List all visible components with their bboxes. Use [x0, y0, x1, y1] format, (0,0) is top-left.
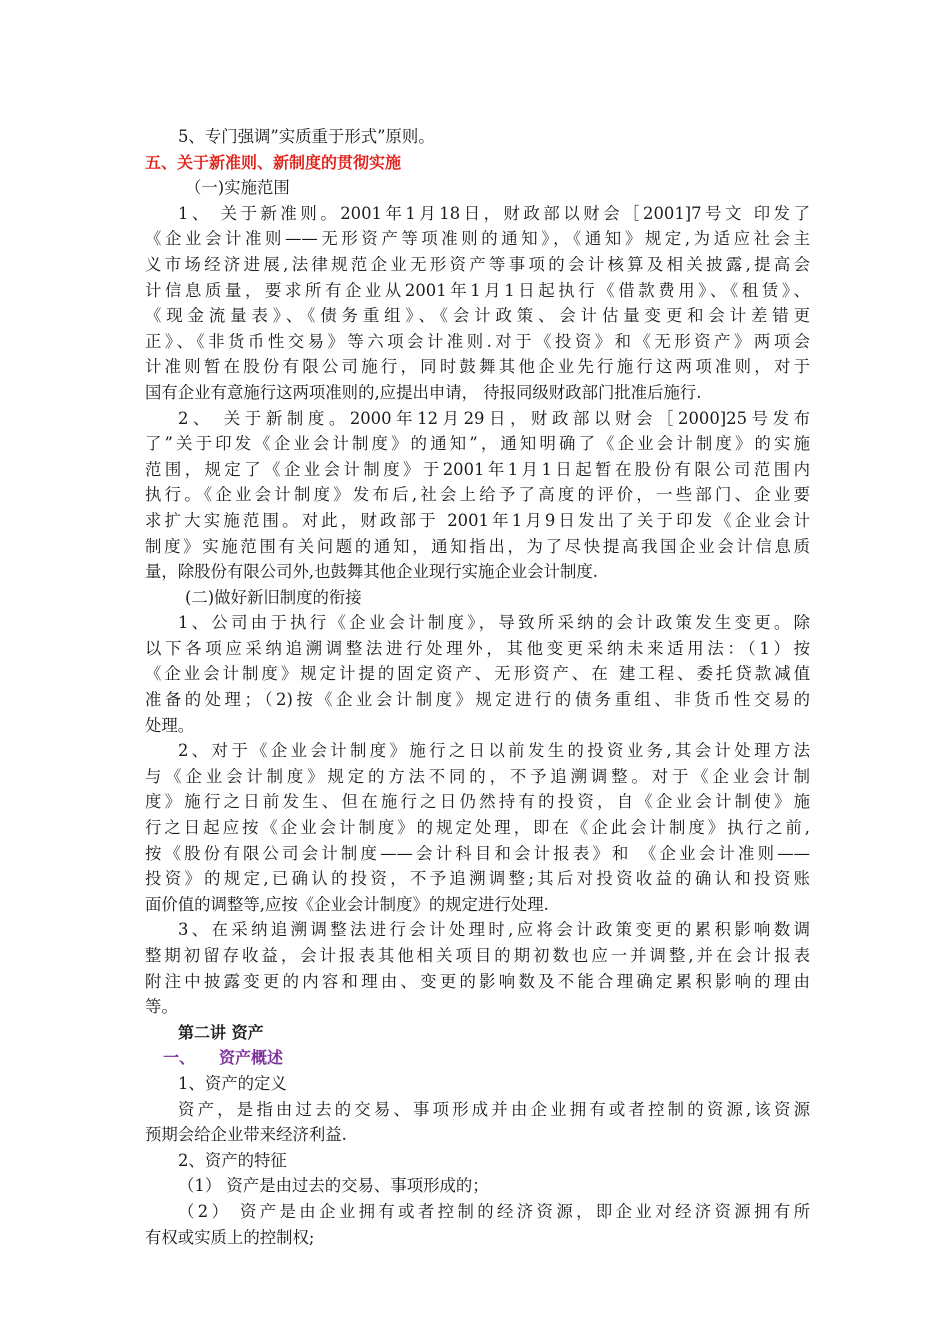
paragraph-line: 准备的处理；（2)按《企业会计制度》规定进行的债务重组、非货币性交易的 — [145, 690, 810, 710]
paragraph-line: 执行。《企业会计制度》发布后,社会上给予了高度的评价，一些部门、企业要 — [145, 485, 810, 505]
section-heading-asset-overview — [145, 1045, 810, 1071]
paragraph-line: 处理。 — [145, 715, 195, 735]
paragraph-line: 与《企业会计制度》规定的方法不同的，不予追溯调整。对于《企业会计制 — [145, 766, 810, 786]
paragraph-line: 附注中披露变更的内容和理由、变更的影响数及不能合理确定累积影响的理由 — [145, 971, 810, 991]
paragraph-line: 以下各项应采纳追溯调整法进行处理外，其他变更采纳未来适用法：（1）按 — [145, 638, 810, 658]
paragraph-line: 面价值的调整等,应按《企业会计制度》的规定进行处理. — [145, 894, 549, 914]
characteristic-item-2: （2） 资产是由企业拥有或者控制的经济资源，即企业对经济资源拥有所 — [178, 1201, 810, 1221]
paragraph-line: 范围，规定了《企业会计制度》于2001年1月1日起暂在股份有限公司范围内 — [145, 459, 810, 479]
paragraph-line: 正》、《非货币性交易》等六项会计准则.对于《投资》和《无形资产》两项会 — [145, 331, 810, 351]
paragraph-line: 整期初留存收益，会计报表其他相关项目的期初数也应一并调整,并在会计报表 — [145, 946, 810, 965]
paragraph-line: 按《股份有限公司会计制度——会计科目和会计报表》和 《企业会计准则—— — [145, 843, 810, 863]
subsection-heading-scope: （一)实施范围 — [185, 178, 290, 198]
paragraph-line: 制度》实施范围有关问题的通知，通知指出，为了尽快提高我国企业会计信息质 — [145, 536, 810, 556]
paragraph-line: 2、 关于新制度。2000年12月29日，财政部以财会［2000]25号发布 — [178, 408, 810, 428]
paragraph-line: 量，除股份有限公司外,也鼓舞其他企业现行实施企业会计制度. — [145, 562, 598, 582]
paragraph-line: 3、在采纳追溯调整法进行会计处理时,应将会计政策变更的累积影响数调 — [178, 920, 810, 940]
paragraph-line: 《企业会计准则——无形资产等项准则的通知》，《通知》规定,为适应社会主 — [145, 229, 810, 249]
paragraph-line: 《企业会计制度》规定计提的固定资产、无形资产、在 建工程、委托贷款减值 — [145, 664, 810, 684]
item-heading-characteristics: 2、资产的特征 — [178, 1150, 287, 1170]
subsection-heading-transition: (二)做好新旧制度的衔接 — [185, 587, 362, 607]
paragraph-line: 义市场经济进展,法律规范企业无形资产等事项的会计核算及相关披露,提高会 — [145, 254, 810, 274]
paragraph-line: 预期会给企业带来经济利益. — [145, 1125, 347, 1145]
paragraph-line: 投资》的规定,已确认的投资，不予追溯调整;其后对投资收益的确认和投资账 — [145, 869, 810, 889]
section-heading-5: 五、关于新准则、新制度的贯彻实施 — [145, 152, 402, 172]
paragraph-line: 等。 — [145, 997, 178, 1017]
document-body — [145, 124, 810, 1250]
paragraph-line: 《现金流量表》、《债务重组》、《会计政策、会计估量变更和会计差错更 — [145, 306, 810, 326]
paragraph-line: 计准则暂在股份有限公司施行，同时鼓舞其他企业先行施行这两项准则，对于 — [145, 357, 810, 377]
paragraph-line: 计信息质量，要求所有企业从2001年1月1日起执行《借款费用》、《租赁》、 — [145, 280, 810, 300]
section-number: 一、 — [163, 1048, 196, 1068]
paragraph-line: 1、 关于新准则。2001年1月18日，财政部以财会［2001]7号文 印发了 — [178, 203, 810, 223]
paragraph-line: 了”关于印发《企业会计制度》的通知”，通知明确了《企业会计制度》的实施 — [145, 434, 810, 454]
section-title: 资产概述 — [219, 1048, 284, 1068]
paragraph-line: 1、公司由于执行《企业会计制度》，导致所采纳的会计政策发生变更。除 — [178, 613, 810, 633]
paragraph-line: 有权或实质上的控制权; — [145, 1227, 315, 1247]
paragraph-line: 国有企业有意施行这两项准则的,应提出申请， 待报同级财政部门批准后施行. — [145, 382, 702, 402]
item-heading-definition: 1、资产的定义 — [178, 1073, 287, 1093]
paragraph-line: 求扩大实施范围。对此，财政部于 2001年1月9日发出了关于印发《企业会计 — [145, 510, 810, 530]
paragraph-line: 度》施行之日前发生、但在施行之日仍然持有的投资，自《企业会计制使》施 — [145, 792, 810, 812]
paragraph-line: 2、对于《企业会计制度》施行之日以前发生的投资业务,其会计处理方法 — [178, 741, 810, 761]
lecture-heading: 第二讲 资产 — [178, 1022, 264, 1042]
paragraph-line: 行之日起应按《企业会计制度》的规定处理，即在《企此会计制度》执行之前, — [145, 818, 810, 838]
paragraph-line: 资产，是指由过去的交易、事项形成并由企业拥有或者控制的资源,该资源 — [178, 1099, 810, 1119]
characteristic-item-1: （1） 资产是由过去的交易、事项形成的； — [178, 1176, 489, 1196]
principle-item-5: 5、专门强调”实质重于形式”原则。 — [178, 127, 435, 146]
